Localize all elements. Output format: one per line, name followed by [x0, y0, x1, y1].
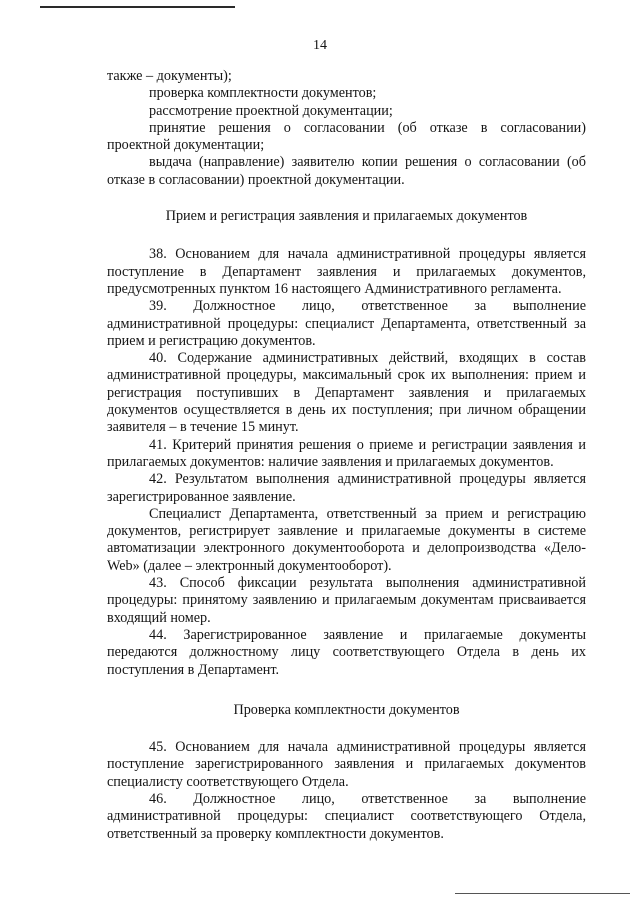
paragraph: 39. Должностное лицо, ответственное за выполнение административной процедуры: специалист Департамента, ответственный за прием и регистрацию документов. [107, 298, 586, 349]
paragraph: 38. Основанием для начала административной процедуры является поступление в Департамент заявления и прилагаемых документов, предусмотренных пунктом 16 настоящего Административного регламента. [107, 246, 586, 297]
paragraph: Специалист Департамента, ответственный за прием и регистрацию документов, регистрирует заявление и прилагаемые документы в системе автоматизации электронного документооборота и делопроизводства «Дело-Web» (далее – электронный документооборот). [107, 505, 586, 574]
paragraph: 40. Содержание административных действий, входящих в состав административной процедуры, максимальный срок их выполнения: прием и регистрация поступивших в Департамент заявления и прилагаемых документов осуществляется в день их поступления; при личном обращении заявителя – в течение 15 минут. [107, 350, 586, 436]
paragraph: проверка комплектности документов; [149, 85, 377, 102]
bottom-rule [455, 893, 630, 894]
top-rule [40, 6, 235, 8]
paragraph: также – документы); [107, 68, 232, 84]
paragraph: 41. Критерий принятия решения о приеме и регистрации заявления и прилагаемых документов: наличие заявления и прилагаемых документов. [107, 436, 586, 470]
section-heading: Прием и регистрация заявления и прилагаемых документов [165, 208, 528, 225]
paragraph: 45. Основанием для начала административной процедуры является поступление зарегистрированного заявления и прилагаемых документов специалисту соответствующего Отдела. [107, 739, 586, 790]
paragraph: выдача (направление) заявителю копии решения о согласовании (об отказе в согласовании) проектной документации. [107, 154, 586, 188]
section-heading: Проверка комплектности документов [233, 701, 460, 718]
paragraph: 43. Способ фиксации результата выполнения административной процедуры: принятому заявлению и прилагаемым документам присваивается входящий номер. [107, 575, 586, 626]
paragraph: 42. Результатом выполнения административной процедуры является зарегистрированное заявление. [107, 471, 586, 505]
paragraph: принятие решения о согласовании (об отказе в согласовании) проектной документации; [107, 119, 586, 154]
page-number: 14 [313, 38, 327, 53]
paragraph: 44. Зарегистрированное заявление и прилагаемые документы передаются должностному лицу соответствующего Отдела в день их поступления в Департамент. [107, 626, 586, 678]
paragraph: рассмотрение проектной документации; [149, 102, 393, 119]
paragraph: 46. Должностное лицо, ответственное за выполнение административной процедуры: специалист соответствующего Отдела, ответственный за проверку комплектности документов. [107, 790, 586, 842]
document-body [107, 68, 586, 843]
